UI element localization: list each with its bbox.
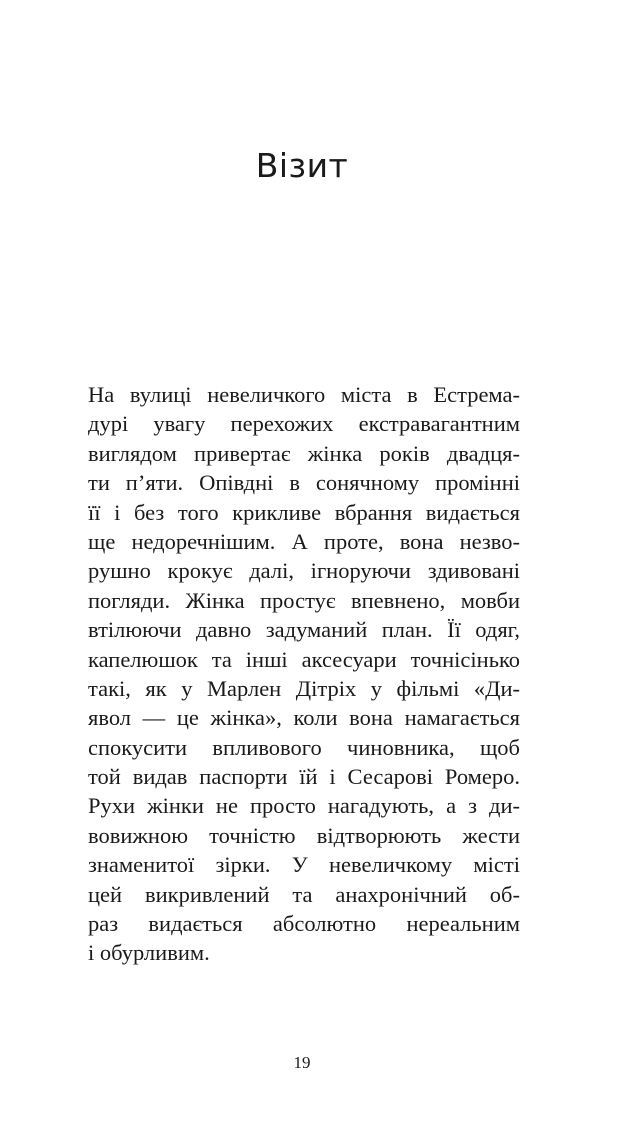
text-line: втілюючи давно задуманий план. Її одяг, [88,617,520,643]
text-line: погляди. Жінка простує впевнено, мовби [88,587,520,613]
text-line: ти п’яти. Опівдні в сонячному промінні [88,470,520,496]
text-line: знаменитої зірки. У невеличкому місті [88,852,520,878]
text-line: Рухи жінки не просто нагадують, а з ди- [88,793,520,819]
text-line: ще недоречнішим. А проте, вона незво- [88,528,520,554]
text-line-last: і обурливим. [88,940,210,966]
text-line: дурі увагу перехожих екстравагантним [88,411,520,437]
text-line: її і без того крикливе вбрання видається [88,499,520,525]
text-line: цей викривлений та анахронічний об- [88,881,520,907]
text-line: капелюшок та інші аксесуари точнісінько [88,646,520,672]
text-line: вовижною точністю відтворюють жести [88,822,520,848]
text-line: рушно крокує далі, ігноруючи здивовані [88,558,520,584]
page-number: 19 [293,1053,311,1072]
text-line: виглядом привертає жінка років двадця- [88,440,520,466]
text-line: такі, як у Марлен Дітріх у фільмі «Ди- [88,675,520,701]
text-line: явол — це жінка», коли вона намагається [88,705,520,731]
text-line: спокусити впливового чиновника, щоб [88,734,520,760]
text-line: раз видається абсолютно нереальним [88,911,520,937]
chapter-title: Візит [255,146,349,185]
text-line: На вулиці невеличкого міста в Естрема- [88,382,520,407]
text-line: той видав паспорти їй і Сесарові Ромеро. [88,764,520,790]
body-paragraph [88,380,520,968]
